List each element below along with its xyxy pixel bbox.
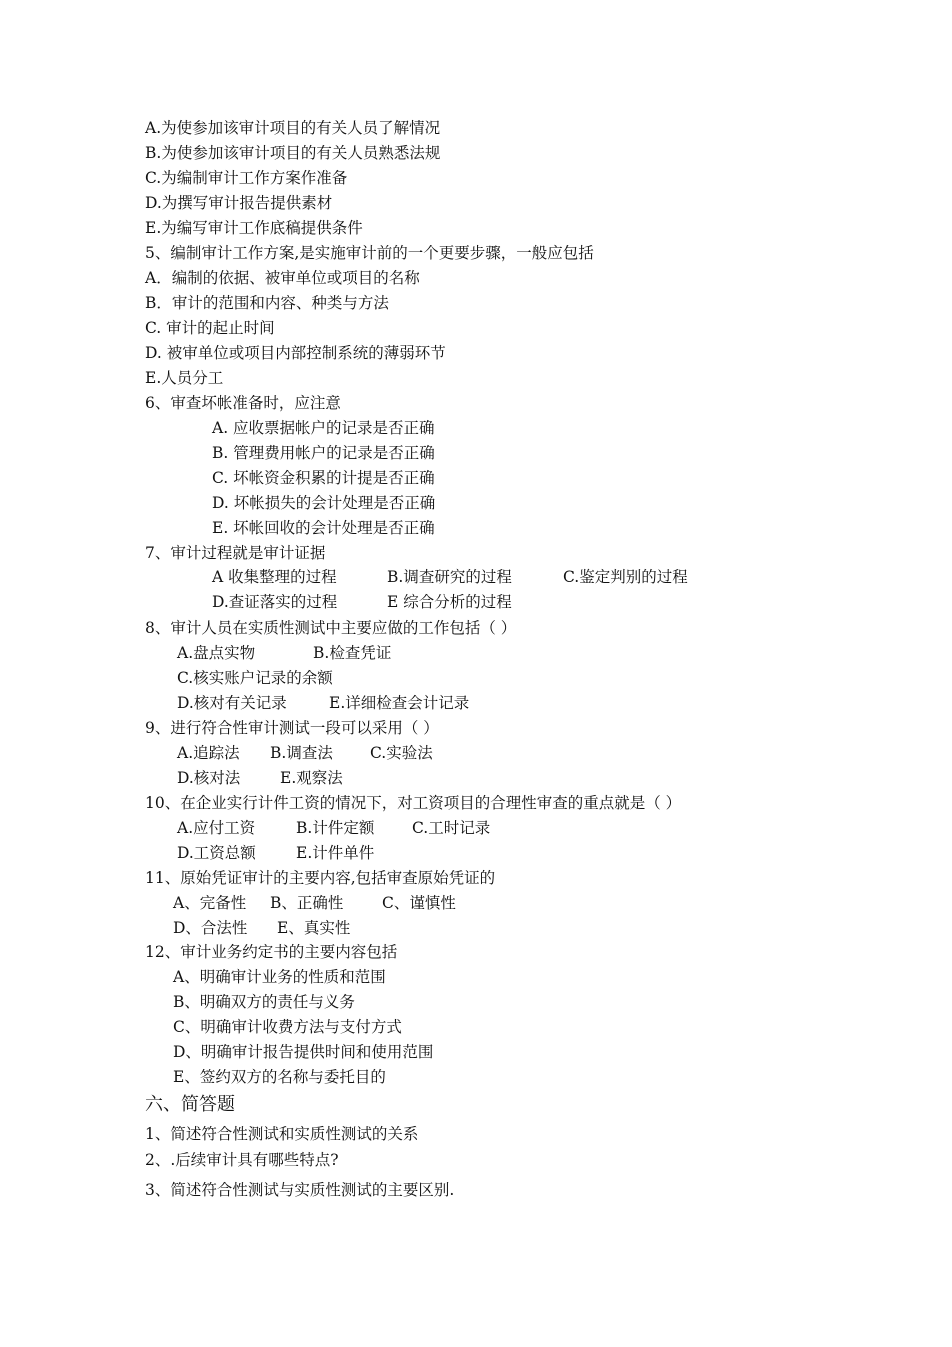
option-text: B．审计的范围和内容、种类与方法 (145, 294, 389, 312)
option-text: A 收集整理的过程 (212, 568, 337, 586)
option-text: E 综合分析的过程 (387, 593, 512, 611)
option-text: A、明确审计业务的性质和范围 (173, 968, 386, 986)
option-text: C.工时记录 (412, 819, 491, 837)
option-text: A．编制的依据、被审单位或项目的名称 (145, 269, 420, 287)
option-text: B.调查研究的过程 (387, 568, 512, 586)
question-title: 9、进行符合性审计测试一段可以采用（ ） (145, 719, 439, 737)
option-text: C.为编制审计工作方案作准备 (145, 169, 348, 187)
option-text: B. 管理费用帐户的记录是否正确 (212, 444, 435, 462)
option-text: B、明确双方的责任与义务 (173, 993, 355, 1011)
option-text: E.计件单件 (296, 844, 375, 862)
question-title: 7、审计过程就是审计证据 (145, 544, 326, 562)
section-heading: 六、简答题 (145, 1094, 235, 1115)
option-text: D、明确审计报告提供时间和使用范围 (173, 1043, 434, 1061)
question-title: 8、审计人员在实质性测试中主要应做的工作包括（ ） (145, 619, 517, 637)
option-text: A.盘点实物 (177, 644, 256, 662)
option-text: E.详细检查会计记录 (329, 694, 470, 712)
option-text: E. 坏帐回收的会计处理是否正确 (212, 519, 435, 537)
question-title: 6、审查坏帐准备时，应注意 (145, 394, 341, 412)
option-text: E、签约双方的名称与委托目的 (173, 1068, 386, 1086)
option-text: C.实验法 (370, 744, 433, 762)
option-text: C. 坏帐资金积累的计提是否正确 (212, 469, 435, 487)
option-text: A.应付工资 (177, 819, 256, 837)
option-text: C. 审计的起止时间 (145, 319, 275, 337)
option-text: C、明确审计收费方法与支付方式 (173, 1018, 402, 1036)
question-title: 11、原始凭证审计的主要内容,包括审查原始凭证的 (145, 869, 496, 887)
option-text: D.为撰写审计报告提供素材 (145, 194, 333, 212)
option-text: A. 应收票据帐户的记录是否正确 (212, 419, 435, 437)
option-text: B.调查法 (270, 744, 333, 762)
option-text: D. 被审单位或项目内部控制系统的薄弱环节 (145, 344, 446, 362)
option-text: D.核对法 (177, 769, 241, 787)
short-answer-item: 2、.后续审计具有哪些特点? (145, 1151, 339, 1169)
short-answer-item: 1、简述符合性测试和实质性测试的关系 (145, 1125, 419, 1143)
option-text: E.为编写审计工作底稿提供条件 (145, 219, 363, 237)
option-text: A.为使参加该审计项目的有关人员了解情况 (145, 119, 441, 137)
option-text: D. 坏帐损失的会计处理是否正确 (212, 494, 436, 512)
option-text: E.人员分工 (145, 369, 224, 387)
option-text: B.检查凭证 (313, 644, 392, 662)
option-text: D.查证落实的过程 (212, 593, 338, 611)
option-text: C、谨慎性 (382, 894, 456, 912)
option-text: C.鉴定判别的过程 (563, 568, 688, 586)
option-text: A、完备性 (173, 894, 247, 912)
option-text: A.追踪法 (177, 744, 240, 762)
option-text: E.观察法 (280, 769, 343, 787)
question-title: 5、编制审计工作方案,是实施审计前的一个更要步骤，一般应包括 (145, 244, 594, 262)
option-text: D.工资总额 (177, 844, 256, 862)
option-text: B.计件定额 (296, 819, 375, 837)
short-answer-item: 3、简述符合性测试与实质性测试的主要区别. (145, 1181, 455, 1199)
option-text: D、合法性 (173, 919, 248, 937)
question-title: 12、审计业务约定书的主要内容包括 (145, 943, 398, 961)
option-text: B、正确性 (270, 894, 344, 912)
option-text: B.为使参加该审计项目的有关人员熟悉法规 (145, 144, 441, 162)
question-title: 10、在企业实行计件工资的情况下，对工资项目的合理性审查的重点就是（ ） (145, 794, 682, 812)
option-text: D.核对有关记录 (177, 694, 287, 712)
option-text: E、真实性 (277, 919, 351, 937)
option-text: C.核实账户记录的余额 (177, 669, 333, 687)
